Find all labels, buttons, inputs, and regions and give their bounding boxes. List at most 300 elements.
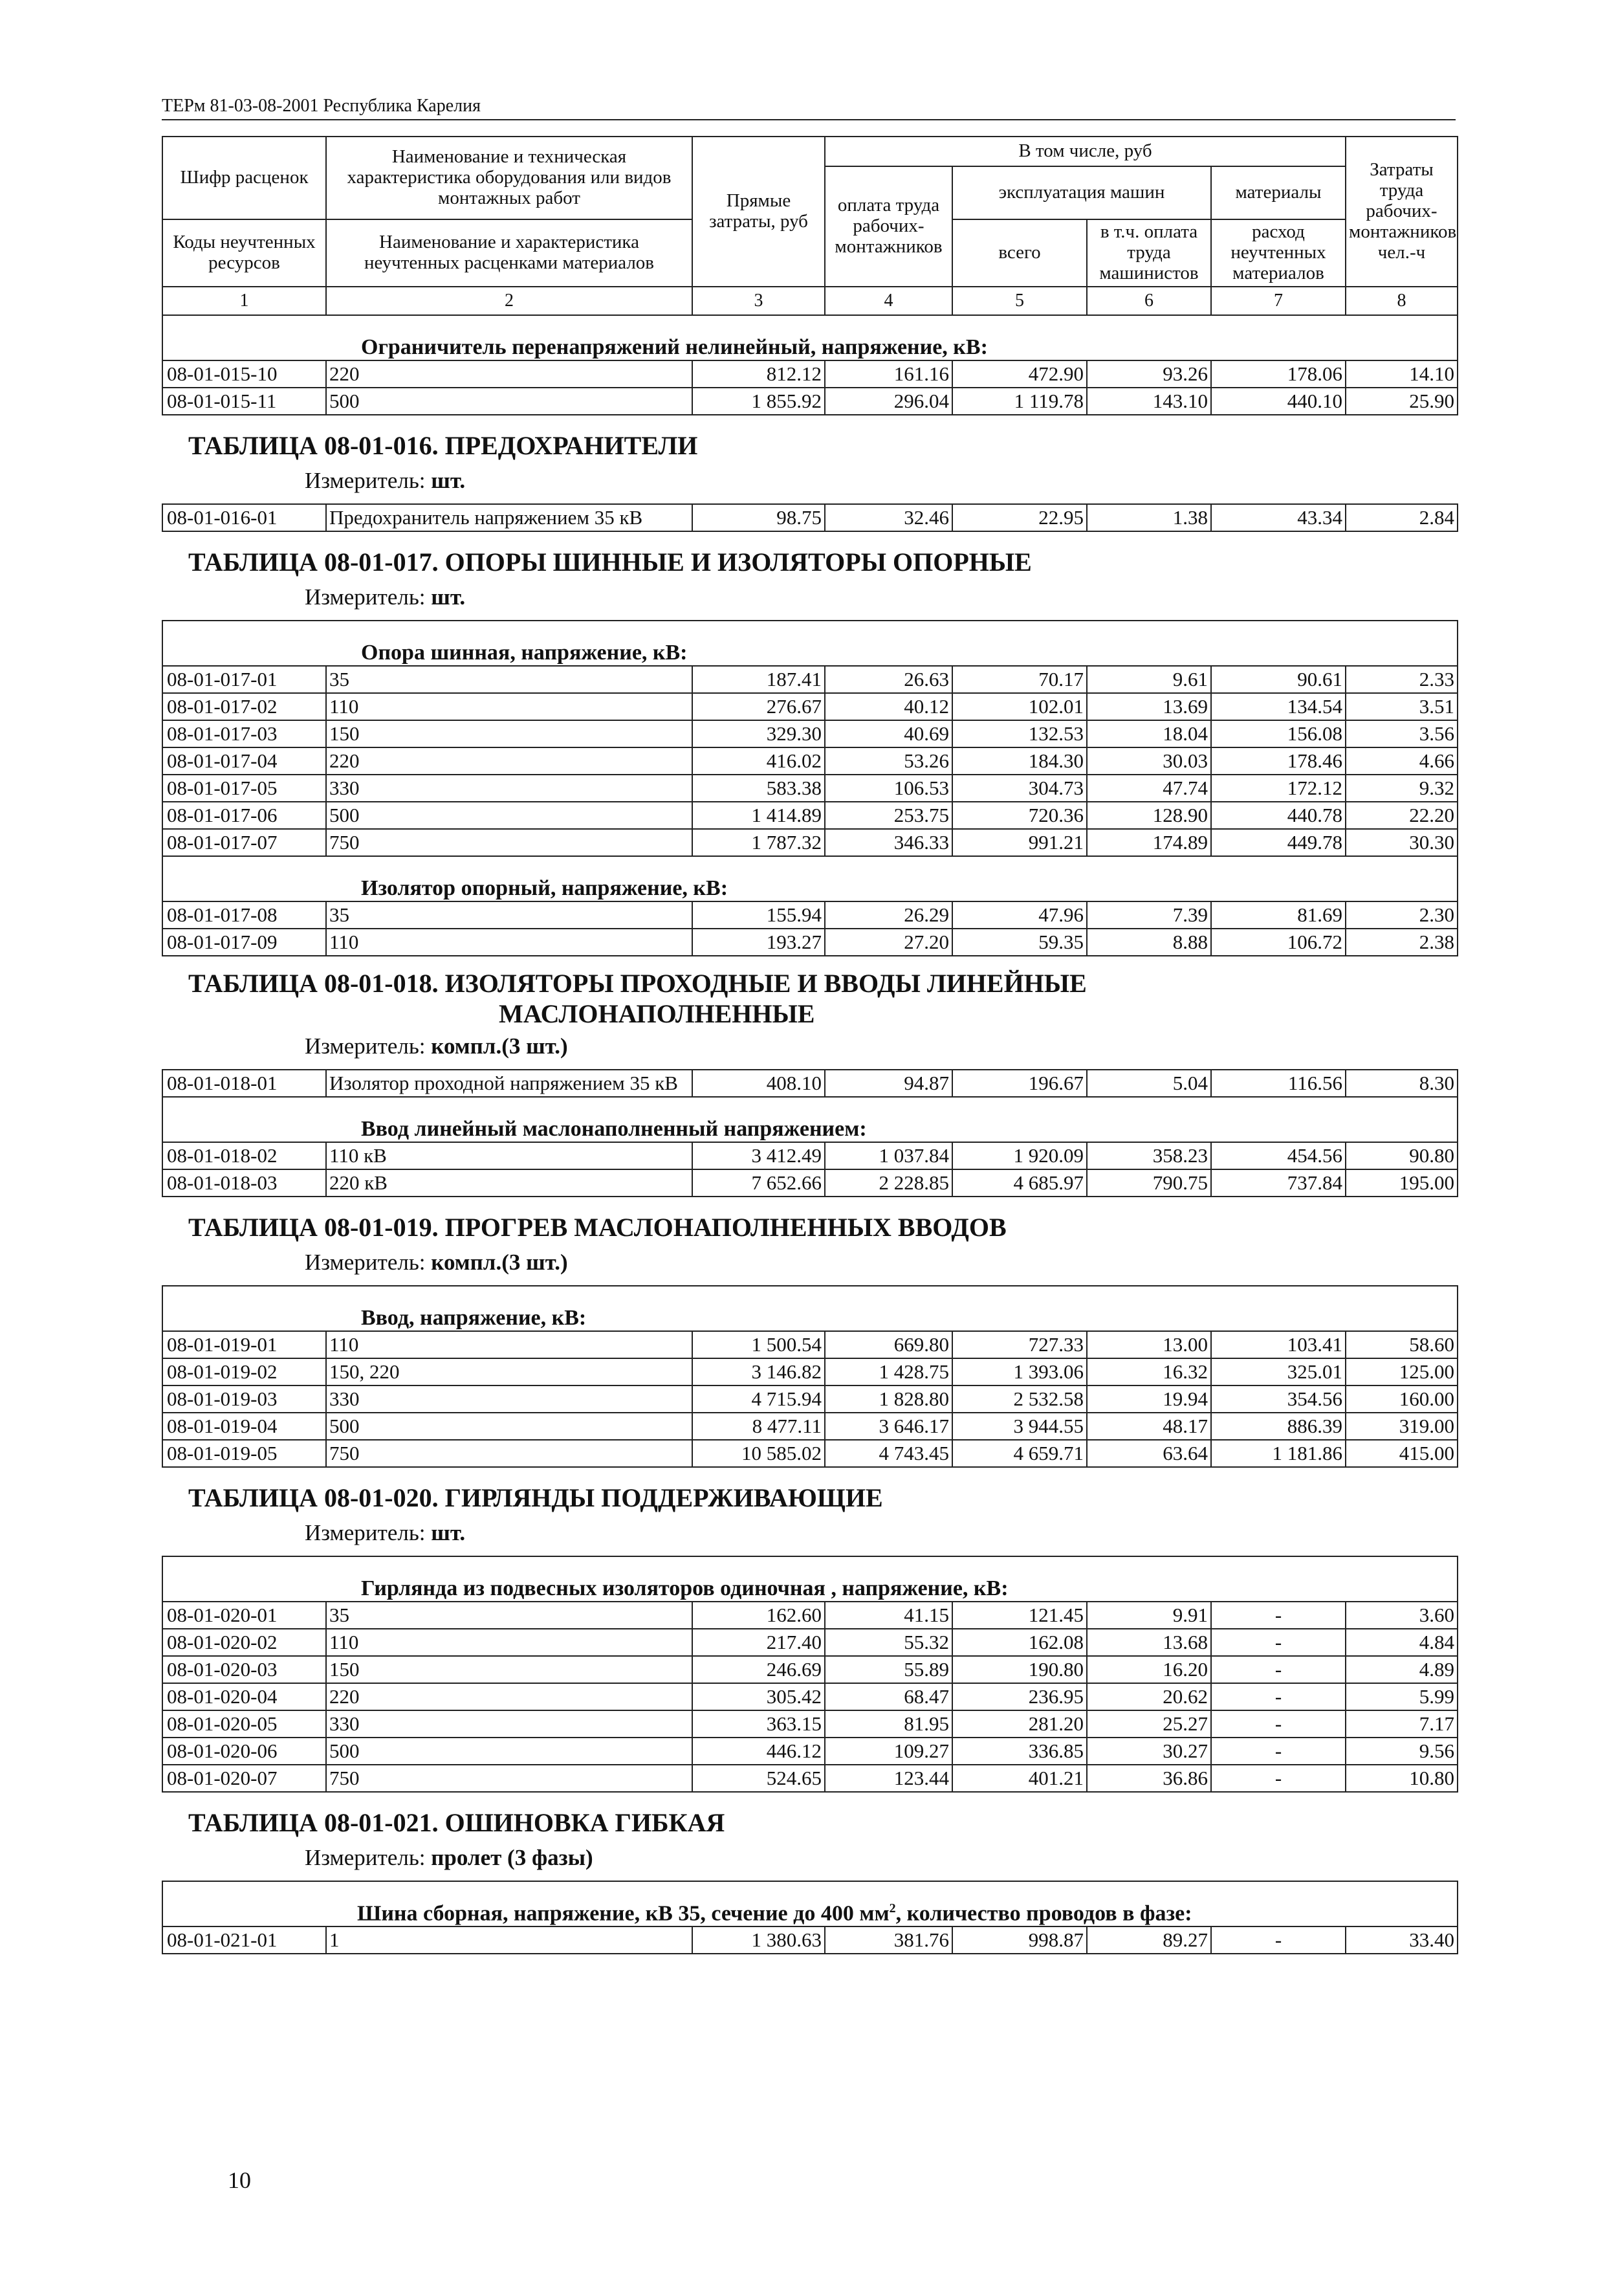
- rate-value: 354.56: [1211, 1385, 1346, 1413]
- rate-value: 109.27: [825, 1738, 952, 1765]
- table-row: [162, 901, 1458, 929]
- rate-name: 220 кВ: [326, 1169, 692, 1197]
- rate-value: 193.27: [692, 929, 825, 956]
- rate-code: 08-01-019-01: [162, 1331, 326, 1358]
- col-materials-unacc: расход неучтенных материалов: [1211, 219, 1346, 287]
- rate-value: 446.12: [692, 1738, 825, 1765]
- group-heading-row: [162, 1097, 1458, 1142]
- rate-value: -: [1211, 1656, 1346, 1683]
- rate-name: 330: [326, 1710, 692, 1738]
- table-row: [162, 388, 1458, 415]
- measure-label: Измеритель:: [305, 584, 426, 610]
- rate-value: 22.20: [1346, 802, 1458, 829]
- rate-value: 3 944.55: [952, 1413, 1087, 1440]
- rate-name: 1: [326, 1926, 692, 1954]
- section-title-row: [162, 415, 1458, 465]
- rate-value: 3.51: [1346, 693, 1458, 720]
- rate-code: 08-01-017-06: [162, 802, 326, 829]
- rate-value: 415.00: [1346, 1440, 1458, 1467]
- rate-value: 25.90: [1346, 388, 1458, 415]
- rate-value: 440.78: [1211, 802, 1346, 829]
- table-row: [162, 775, 1458, 802]
- rate-value: 70.17: [952, 666, 1087, 693]
- section-title-text: ТАБЛИЦА 08-01-019. ПРОГРЕВ МАСЛОНАПОЛНЕННЫХ ВВОДОВ: [188, 1212, 1007, 1242]
- col-number: 6: [1087, 287, 1211, 315]
- rate-code: 08-01-020-04: [162, 1683, 326, 1710]
- rate-value: 103.41: [1211, 1331, 1346, 1358]
- rate-value: 8.30: [1346, 1070, 1458, 1097]
- rate-value: 1.38: [1087, 504, 1211, 531]
- rate-value: 2 228.85: [825, 1169, 952, 1197]
- rate-value: 68.47: [825, 1683, 952, 1710]
- rate-value: 187.41: [692, 666, 825, 693]
- rate-value: 59.35: [952, 929, 1087, 956]
- section-title-text: ТАБЛИЦА 08-01-020. ГИРЛЯНДЫ ПОДДЕРЖИВАЮЩИЕ: [188, 1483, 883, 1512]
- measure-label: Измеритель:: [305, 468, 426, 493]
- rate-value: 2.84: [1346, 504, 1458, 531]
- rate-value: 991.21: [952, 829, 1087, 856]
- rate-value: 3.60: [1346, 1602, 1458, 1629]
- measure-unit: [162, 1842, 1458, 1881]
- rate-value: 47.74: [1087, 775, 1211, 802]
- rate-value: -: [1211, 1629, 1346, 1656]
- rate-value: 47.96: [952, 901, 1087, 929]
- rate-value: 4.84: [1346, 1629, 1458, 1656]
- rate-value: 81.69: [1211, 901, 1346, 929]
- section-title: [162, 415, 1458, 465]
- rate-value: 195.00: [1346, 1169, 1458, 1197]
- rate-value: 346.33: [825, 829, 952, 856]
- superscript: 2: [889, 1901, 896, 1915]
- table-row: [162, 802, 1458, 829]
- rate-value: 3 412.49: [692, 1142, 825, 1169]
- rate-value: 5.99: [1346, 1683, 1458, 1710]
- rate-value: 58.60: [1346, 1331, 1458, 1358]
- rate-value: -: [1211, 1602, 1346, 1629]
- group-heading-text: Шина сборная, напряжение, кВ 35, сечение до 400 мм: [357, 1901, 890, 1925]
- rate-name: 750: [326, 829, 692, 856]
- section-title-text: ТАБЛИЦА 08-01-018. ИЗОЛЯТОРЫ ПРОХОДНЫЕ И ВВОДЫ ЛИНЕЙНЫЕ: [188, 969, 1087, 998]
- rate-value: 1 414.89: [692, 802, 825, 829]
- rate-value: 178.46: [1211, 747, 1346, 775]
- rate-value: 1 787.32: [692, 829, 825, 856]
- table-row: [162, 1683, 1458, 1710]
- table-row: [162, 1738, 1458, 1765]
- table-header: [162, 137, 1458, 315]
- rate-value: 43.34: [1211, 504, 1346, 531]
- rate-value: 524.65: [692, 1765, 825, 1792]
- measure-value: шт.: [431, 584, 466, 610]
- rate-value: 26.63: [825, 666, 952, 693]
- rate-value: 30.30: [1346, 829, 1458, 856]
- rate-value: 13.68: [1087, 1629, 1211, 1656]
- rate-name: Изолятор проходной напряжением 35 кВ: [326, 1070, 692, 1097]
- rate-value: 123.44: [825, 1765, 952, 1792]
- rate-value: 155.94: [692, 901, 825, 929]
- table-row: [162, 1440, 1458, 1467]
- section-title-text: ТАБЛИЦА 08-01-016. ПРЕДОХРАНИТЕЛИ: [188, 430, 698, 460]
- rate-value: 98.75: [692, 504, 825, 531]
- rate-value: 13.00: [1087, 1331, 1211, 1358]
- table-row: [162, 1629, 1458, 1656]
- group-heading-row: [162, 1881, 1458, 1926]
- col-hours: Затраты труда рабочих-монтажников чел.-ч: [1346, 137, 1458, 287]
- table-row: [162, 666, 1458, 693]
- rate-name: 110: [326, 693, 692, 720]
- rate-value: 102.01: [952, 693, 1087, 720]
- rate-value: 5.04: [1087, 1070, 1211, 1097]
- rate-value: -: [1211, 1738, 1346, 1765]
- table-row: [162, 1656, 1458, 1683]
- rate-code: 08-01-015-10: [162, 360, 326, 388]
- col-code-top: Шифр расценок: [162, 137, 326, 219]
- rate-value: 1 500.54: [692, 1331, 825, 1358]
- measure-row: [162, 581, 1458, 621]
- rate-value: 36.86: [1087, 1765, 1211, 1792]
- rate-value: 89.27: [1087, 1926, 1211, 1954]
- rate-value: 305.42: [692, 1683, 825, 1710]
- rate-value: 22.95: [952, 504, 1087, 531]
- rate-code: 08-01-017-03: [162, 720, 326, 747]
- section-title-row: [162, 531, 1458, 581]
- rate-name: 110: [326, 1629, 692, 1656]
- rate-value: -: [1211, 1710, 1346, 1738]
- rate-value: 812.12: [692, 360, 825, 388]
- measure-value: шт.: [431, 1520, 466, 1545]
- rate-value: 1 855.92: [692, 388, 825, 415]
- rate-value: 304.73: [952, 775, 1087, 802]
- rate-value: 132.53: [952, 720, 1087, 747]
- rate-code: 08-01-020-06: [162, 1738, 326, 1765]
- rate-value: 3.56: [1346, 720, 1458, 747]
- section-title: [162, 956, 1458, 1030]
- rate-name: 220: [326, 360, 692, 388]
- table-row: [162, 1710, 1458, 1738]
- rate-code: 08-01-018-03: [162, 1169, 326, 1197]
- rate-value: 162.08: [952, 1629, 1087, 1656]
- rate-name: 110 кВ: [326, 1142, 692, 1169]
- rate-value: 416.02: [692, 747, 825, 775]
- rate-value: 94.87: [825, 1070, 952, 1097]
- rate-value: 184.30: [952, 747, 1087, 775]
- measure-value: шт.: [431, 468, 466, 493]
- section-title: [162, 1467, 1458, 1517]
- rate-code: 08-01-017-04: [162, 747, 326, 775]
- measure-label: Измеритель:: [305, 1033, 426, 1059]
- rate-value: 440.10: [1211, 388, 1346, 415]
- measure-unit: [162, 1517, 1458, 1556]
- rate-value: 172.12: [1211, 775, 1346, 802]
- col-machines-total: всего: [952, 219, 1087, 287]
- measure-row: [162, 465, 1458, 504]
- rate-value: 319.00: [1346, 1413, 1458, 1440]
- rate-value: 1 428.75: [825, 1358, 952, 1385]
- table-row: [162, 1142, 1458, 1169]
- measure-row: [162, 1842, 1458, 1881]
- rate-value: 253.75: [825, 802, 952, 829]
- rate-value: 790.75: [1087, 1169, 1211, 1197]
- rate-value: 7.17: [1346, 1710, 1458, 1738]
- group-heading-text: , количество проводов в фазе:: [895, 1901, 1192, 1925]
- rate-value: 1 380.63: [692, 1926, 825, 1954]
- col-number: 4: [825, 287, 952, 315]
- rate-name: 750: [326, 1765, 692, 1792]
- rate-value: 30.27: [1087, 1738, 1211, 1765]
- rate-code: 08-01-017-07: [162, 829, 326, 856]
- table-row: [162, 929, 1458, 956]
- table-row: [162, 360, 1458, 388]
- rate-value: 246.69: [692, 1656, 825, 1683]
- col-machines: эксплуатация машин: [952, 166, 1211, 219]
- rate-value: 2.33: [1346, 666, 1458, 693]
- rate-value: 10.80: [1346, 1765, 1458, 1792]
- group-heading-row: [162, 856, 1458, 901]
- rate-name: 500: [326, 1413, 692, 1440]
- group-heading: [162, 1881, 1458, 1926]
- col-machines-labor: в т.ч. оплата труда машинистов: [1087, 219, 1211, 287]
- table-row: [162, 1169, 1458, 1197]
- rates-table: [162, 136, 1458, 1954]
- rate-value: 40.69: [825, 720, 952, 747]
- rate-value: 48.17: [1087, 1413, 1211, 1440]
- rate-value: -: [1211, 1926, 1346, 1954]
- rate-value: 16.20: [1087, 1656, 1211, 1683]
- rate-name: 220: [326, 1683, 692, 1710]
- rate-value: 276.67: [692, 693, 825, 720]
- rate-value: 296.04: [825, 388, 952, 415]
- rate-value: 162.60: [692, 1602, 825, 1629]
- rate-value: 1 393.06: [952, 1358, 1087, 1385]
- rate-value: 19.94: [1087, 1385, 1211, 1413]
- rate-name: 330: [326, 775, 692, 802]
- rate-value: 190.80: [952, 1656, 1087, 1683]
- rate-code: 08-01-020-01: [162, 1602, 326, 1629]
- rate-name: 35: [326, 901, 692, 929]
- rate-value: 161.16: [825, 360, 952, 388]
- rate-value: 281.20: [952, 1710, 1087, 1738]
- rate-value: 886.39: [1211, 1413, 1346, 1440]
- rate-value: 156.08: [1211, 720, 1346, 747]
- measure-unit: [162, 1246, 1458, 1286]
- rate-value: 1 119.78: [952, 388, 1087, 415]
- rate-value: 2.38: [1346, 929, 1458, 956]
- rate-code: 08-01-018-01: [162, 1070, 326, 1097]
- rate-code: 08-01-020-03: [162, 1656, 326, 1683]
- rate-name: 110: [326, 929, 692, 956]
- rate-code: 08-01-020-02: [162, 1629, 326, 1656]
- measure-unit: [162, 1030, 1458, 1070]
- rate-name: 500: [326, 388, 692, 415]
- measure-label: Измеритель:: [305, 1250, 426, 1275]
- rate-value: 9.91: [1087, 1602, 1211, 1629]
- rate-value: 336.85: [952, 1738, 1087, 1765]
- table-row: [162, 1765, 1458, 1792]
- table-row: [162, 1331, 1458, 1358]
- section-title: [162, 1792, 1458, 1842]
- rate-value: 26.29: [825, 901, 952, 929]
- col-materials: материалы: [1211, 166, 1346, 219]
- rate-value: 329.30: [692, 720, 825, 747]
- rate-value: 2 532.58: [952, 1385, 1087, 1413]
- rate-value: 408.10: [692, 1070, 825, 1097]
- section-title-text: ТАБЛИЦА 08-01-021. ОШИНОВКА ГИБКАЯ: [188, 1807, 725, 1837]
- table-row: [162, 693, 1458, 720]
- rate-value: 8 477.11: [692, 1413, 825, 1440]
- rate-value: 160.00: [1346, 1385, 1458, 1413]
- rate-value: 4.89: [1346, 1656, 1458, 1683]
- rate-code: 08-01-020-07: [162, 1765, 326, 1792]
- rate-value: 116.56: [1211, 1070, 1346, 1097]
- group-heading: Изолятор опорный, напряжение, кВ:: [162, 856, 1458, 901]
- rate-value: 90.80: [1346, 1142, 1458, 1169]
- section-title-row: [162, 1792, 1458, 1842]
- rate-name: 35: [326, 666, 692, 693]
- group-heading-row: [162, 1286, 1458, 1331]
- rate-code: 08-01-020-05: [162, 1710, 326, 1738]
- rate-value: 125.00: [1346, 1358, 1458, 1385]
- rate-name: 500: [326, 802, 692, 829]
- rate-value: 8.88: [1087, 929, 1211, 956]
- rate-value: 358.23: [1087, 1142, 1211, 1169]
- rate-code: 08-01-017-09: [162, 929, 326, 956]
- section-title: [162, 531, 1458, 581]
- rate-value: 669.80: [825, 1331, 952, 1358]
- group-heading: Гирлянда из подвесных изоляторов одиночная , напряжение, кВ:: [162, 1556, 1458, 1602]
- group-heading: Ограничитель перенапряжений нелинейный, напряжение, кВ:: [162, 315, 1458, 360]
- rate-value: 737.84: [1211, 1169, 1346, 1197]
- rate-code: 08-01-019-03: [162, 1385, 326, 1413]
- rate-value: 16.32: [1087, 1358, 1211, 1385]
- measure-label: Измеритель:: [305, 1520, 426, 1545]
- rate-value: 121.45: [952, 1602, 1087, 1629]
- rate-value: 174.89: [1087, 829, 1211, 856]
- rate-value: 55.32: [825, 1629, 952, 1656]
- rate-value: 401.21: [952, 1765, 1087, 1792]
- group-heading-row: [162, 315, 1458, 360]
- table-row: [162, 1385, 1458, 1413]
- rate-value: 32.46: [825, 504, 952, 531]
- rate-value: 53.26: [825, 747, 952, 775]
- col-number: 1: [162, 287, 326, 315]
- measure-value: компл.(3 шт.): [431, 1250, 568, 1275]
- rate-value: 217.40: [692, 1629, 825, 1656]
- page-number: 10: [228, 2167, 251, 2193]
- rate-code: 08-01-017-08: [162, 901, 326, 929]
- rate-value: 9.56: [1346, 1738, 1458, 1765]
- rate-name: 220: [326, 747, 692, 775]
- rate-value: 7.39: [1087, 901, 1211, 929]
- col-number: 2: [326, 287, 692, 315]
- rate-value: 128.90: [1087, 802, 1211, 829]
- rate-value: 1 037.84: [825, 1142, 952, 1169]
- rate-value: 18.04: [1087, 720, 1211, 747]
- rate-code: 08-01-019-05: [162, 1440, 326, 1467]
- table-row: [162, 1926, 1458, 1954]
- page-header: ТЕРм 81-03-08-2001 Республика Карелия: [162, 96, 1456, 120]
- col-direct: Прямые затраты, руб: [692, 137, 825, 287]
- rate-value: 90.61: [1211, 666, 1346, 693]
- rate-value: 134.54: [1211, 693, 1346, 720]
- rate-code: 08-01-016-01: [162, 504, 326, 531]
- col-code-bottom: Коды неучтенных ресурсов: [162, 219, 326, 287]
- rate-value: 472.90: [952, 360, 1087, 388]
- rate-name: 150: [326, 720, 692, 747]
- rate-value: 41.15: [825, 1602, 952, 1629]
- rate-value: 7 652.66: [692, 1169, 825, 1197]
- rate-value: 10 585.02: [692, 1440, 825, 1467]
- rate-value: 143.10: [1087, 388, 1211, 415]
- rate-code: 08-01-017-01: [162, 666, 326, 693]
- rate-value: 178.06: [1211, 360, 1346, 388]
- rate-value: -: [1211, 1765, 1346, 1792]
- rate-name: 330: [326, 1385, 692, 1413]
- group-heading: Опора шинная, напряжение, кВ:: [162, 621, 1458, 666]
- rate-value: 30.03: [1087, 747, 1211, 775]
- col-labor: оплата труда рабочих-монтажников: [825, 166, 952, 287]
- rate-value: 4 659.71: [952, 1440, 1087, 1467]
- measure-row: [162, 1030, 1458, 1070]
- rate-value: 236.95: [952, 1683, 1087, 1710]
- col-number: 5: [952, 287, 1087, 315]
- measure-unit: [162, 581, 1458, 621]
- rate-value: 1 920.09: [952, 1142, 1087, 1169]
- table-row: [162, 504, 1458, 531]
- rate-value: 325.01: [1211, 1358, 1346, 1385]
- rate-name: 500: [326, 1738, 692, 1765]
- rate-code: 08-01-015-11: [162, 388, 326, 415]
- col-incl: В том числе, руб: [825, 137, 1346, 166]
- measure-row: [162, 1517, 1458, 1556]
- rate-value: 40.12: [825, 693, 952, 720]
- col-number: 7: [1211, 287, 1346, 315]
- rate-value: 727.33: [952, 1331, 1087, 1358]
- table-row: [162, 1413, 1458, 1440]
- rate-code: 08-01-018-02: [162, 1142, 326, 1169]
- group-heading: Ввод, напряжение, кВ:: [162, 1286, 1458, 1331]
- measure-row: [162, 1246, 1458, 1286]
- col-number: 8: [1346, 287, 1458, 315]
- rate-value: 33.40: [1346, 1926, 1458, 1954]
- measure-unit: [162, 465, 1458, 504]
- rate-value: 2.30: [1346, 901, 1458, 929]
- rate-value: 3 646.17: [825, 1413, 952, 1440]
- rate-value: 9.61: [1087, 666, 1211, 693]
- rate-value: 13.69: [1087, 693, 1211, 720]
- measure-label: Измеритель:: [305, 1845, 426, 1870]
- rate-value: 25.27: [1087, 1710, 1211, 1738]
- rate-value: 20.62: [1087, 1683, 1211, 1710]
- rate-value: 4 685.97: [952, 1169, 1087, 1197]
- table-body: [162, 315, 1458, 1954]
- measure-value: пролет (3 фазы): [431, 1845, 593, 1870]
- rate-value: 196.67: [952, 1070, 1087, 1097]
- rate-value: 449.78: [1211, 829, 1346, 856]
- table-row: [162, 720, 1458, 747]
- rate-name: 750: [326, 1440, 692, 1467]
- rate-value: 1 828.80: [825, 1385, 952, 1413]
- section-title-text: МАСЛОНАПОЛНЕННЫЕ: [499, 999, 815, 1028]
- rate-code: 08-01-019-04: [162, 1413, 326, 1440]
- measure-value: компл.(3 шт.): [431, 1033, 568, 1059]
- col-name-top: Наименование и техническая характеристика оборудования или видов монтажных работ: [326, 137, 692, 219]
- rate-value: 63.64: [1087, 1440, 1211, 1467]
- rate-code: 08-01-017-05: [162, 775, 326, 802]
- rate-value: 55.89: [825, 1656, 952, 1683]
- rate-value: 3 146.82: [692, 1358, 825, 1385]
- rate-name: 150: [326, 1656, 692, 1683]
- section-title-row: [162, 956, 1458, 1030]
- table-row: [162, 1070, 1458, 1097]
